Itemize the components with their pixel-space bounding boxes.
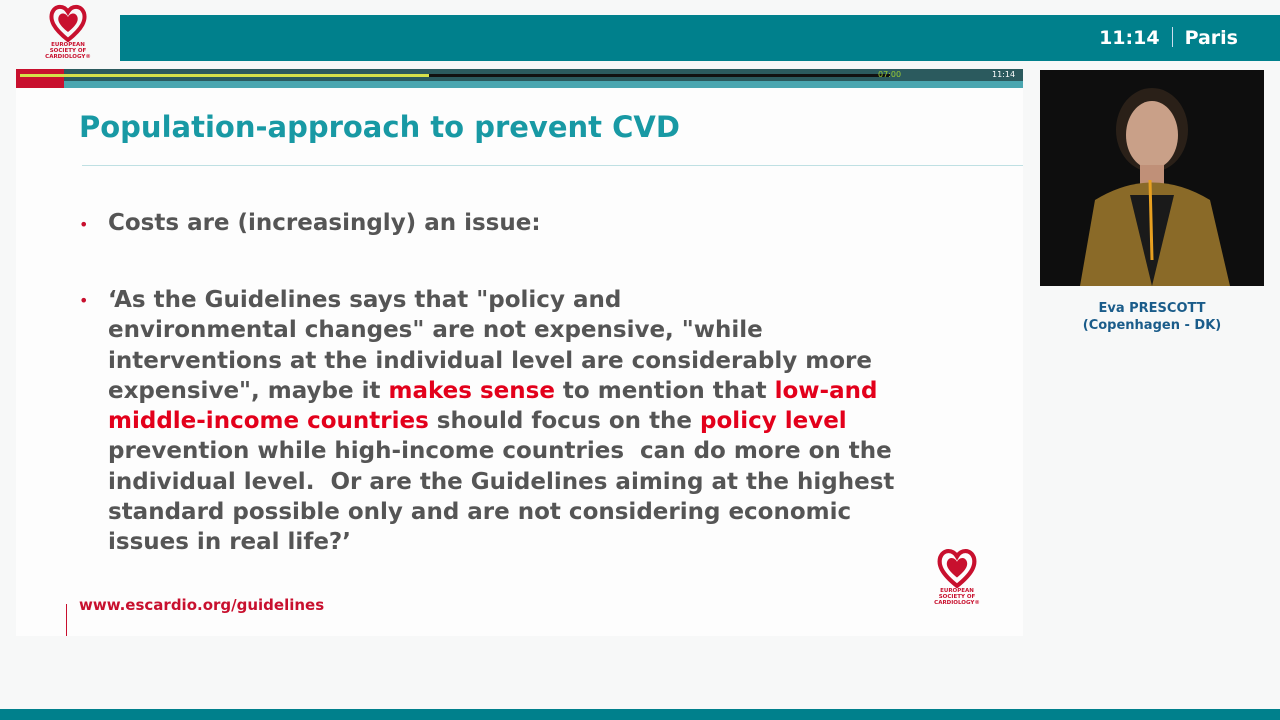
text-segment: prevention while high-income countries can do more on the xyxy=(108,438,892,465)
divider xyxy=(66,604,67,636)
bullet-icon: • xyxy=(79,215,89,234)
heart-logo-icon xyxy=(48,4,88,42)
logo-line: CARDIOLOGY® xyxy=(934,600,980,606)
text-segment: individual level. Or are the Guidelines aiming at the highest xyxy=(108,468,895,495)
footer-bar xyxy=(0,709,1280,720)
text-line xyxy=(108,315,894,345)
text-segment: issues in real life?’ xyxy=(108,529,352,556)
bullet-1: Costs are (increasingly) an issue: xyxy=(108,210,541,236)
text-segment: should focus on the xyxy=(428,408,701,435)
speaker-name: Eva PRESCOTT xyxy=(1098,301,1206,316)
header-bar xyxy=(120,15,1280,61)
progress-start xyxy=(16,69,64,88)
slide xyxy=(16,88,1023,636)
text-line xyxy=(108,406,894,436)
highlighted-text: policy level xyxy=(700,408,847,435)
text-segment: interventions at the individual level are considerably more xyxy=(108,347,872,374)
highlighted-text: middle-income countries xyxy=(108,408,429,435)
text-line xyxy=(108,436,894,466)
text-line xyxy=(108,285,894,315)
speaker-video xyxy=(1040,70,1264,286)
current-time: 11:14 xyxy=(992,70,1016,79)
text-segment: expensive", maybe it xyxy=(108,377,389,404)
text-line xyxy=(108,346,894,376)
heart-logo-icon xyxy=(936,548,978,588)
bullet-icon: • xyxy=(79,291,89,310)
clock: 11:14 xyxy=(1099,27,1160,49)
esc-slide-logo xyxy=(930,548,984,606)
text-line xyxy=(108,527,894,557)
slide-title: Population-approach to prevent CVD xyxy=(79,110,680,144)
logo-line: EUROPEAN xyxy=(51,42,85,48)
speaker-caption xyxy=(1040,300,1264,334)
progress-fill xyxy=(20,74,429,77)
logo-line: EUROPEAN xyxy=(940,588,974,594)
text-line xyxy=(108,497,894,527)
esc-logo xyxy=(40,4,96,60)
logo-line: CARDIOLOGY® xyxy=(45,54,91,60)
divider xyxy=(1172,27,1173,47)
text-segment: to mention that xyxy=(554,377,775,404)
text-segment: environmental changes" are not expensive, "while xyxy=(108,317,763,344)
bullet-2 xyxy=(108,285,894,558)
marker-time: 07:00 xyxy=(878,70,902,79)
text-line xyxy=(108,467,894,497)
session-progress[interactable] xyxy=(16,69,1023,88)
highlighted-text: makes sense xyxy=(388,377,555,404)
speaker-image xyxy=(1040,70,1264,286)
text-segment: ‘As the Guidelines says that "policy and xyxy=(108,287,622,313)
guidelines-url[interactable]: www.escardio.org/guidelines xyxy=(79,596,325,614)
logo-line: SOCIETY OF xyxy=(938,594,976,600)
text-segment: standard possible only and are not considering economic xyxy=(108,499,852,526)
title-divider xyxy=(82,165,1023,166)
speaker-affiliation: (Copenhagen - DK) xyxy=(1082,318,1222,333)
city: Paris xyxy=(1184,27,1238,49)
text-line xyxy=(108,376,894,406)
logo-line: SOCIETY OF xyxy=(49,48,87,54)
highlighted-text: low-and xyxy=(774,377,878,404)
